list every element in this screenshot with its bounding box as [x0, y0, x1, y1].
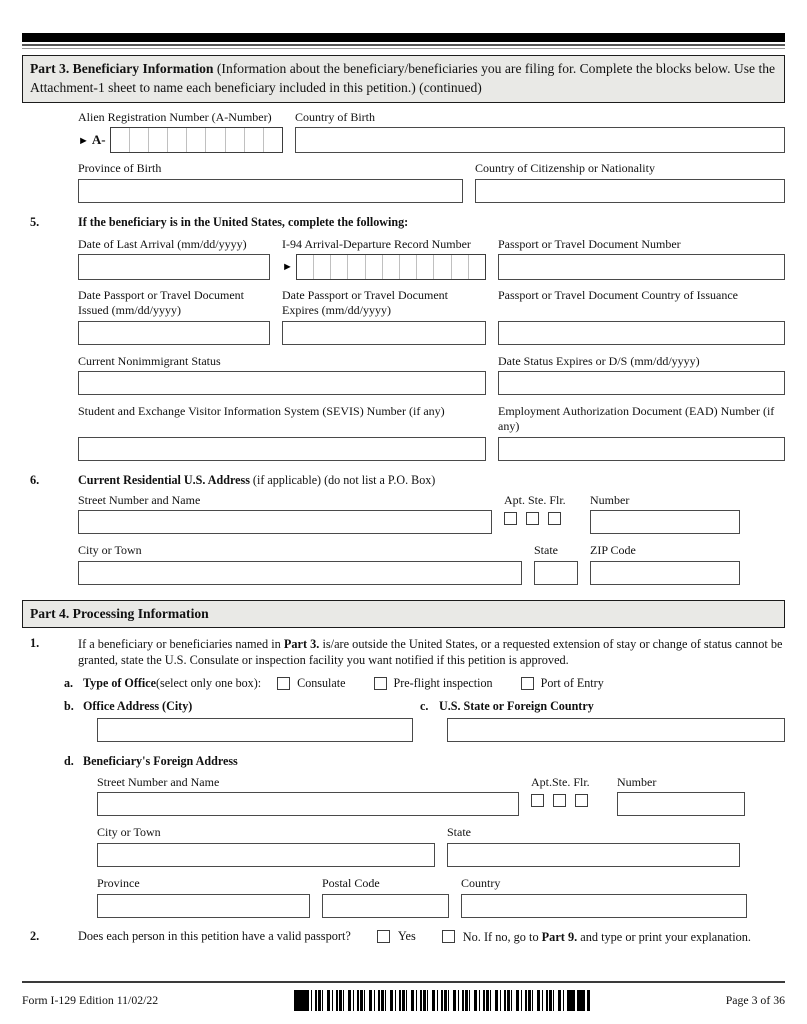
a-number-comb-input[interactable]: [110, 127, 283, 153]
part4-item-2: [22, 929, 785, 946]
part4-header: [22, 600, 785, 628]
item-5: [22, 215, 785, 461]
part3-header: [22, 55, 785, 103]
item-5-heading: If the beneficiary is in the United States, complete the following:: [78, 214, 409, 229]
province-of-birth-input[interactable]: [78, 179, 463, 203]
zip-label: ZIP Code: [590, 543, 636, 558]
part3-title: Part 3. Beneficiary Information: [30, 61, 214, 76]
province-label: Province: [97, 876, 140, 891]
status-expires-input[interactable]: [498, 371, 785, 395]
part4-item-1-text: If a beneficiary or beneficiaries named in Part 3. is/are outside the United States, or a requested extension of stay or change of status cannot be granted, state the U.S. Consulate or inspection facility you want notified if this petition is approved.: [78, 637, 783, 668]
i94-comb-input[interactable]: [296, 254, 486, 280]
part4-item-2-number: 2.: [30, 928, 40, 943]
type-of-office-label: Type of Office: [83, 675, 156, 690]
foreign-street-label: Street Number and Name: [97, 774, 220, 789]
us-state-foreign-country-input[interactable]: [447, 718, 785, 742]
us-state-foreign-country-label: U.S. State or Foreign Country: [439, 698, 594, 713]
item-6: [22, 473, 785, 585]
part4-title: Part 4. Processing Information: [30, 605, 209, 621]
postal-code-label: Postal Code: [322, 876, 380, 891]
sevis-input[interactable]: [78, 437, 486, 461]
us-state-foreign-country-group: [420, 699, 785, 742]
consulate-label: Consulate: [297, 675, 346, 690]
foreign-street-input[interactable]: [97, 792, 519, 816]
foreign-state-label: State: [447, 825, 471, 840]
unit-number-input[interactable]: [590, 510, 740, 534]
top-double-rule: [22, 44, 785, 49]
a-number-label: Alien Registration Number (A-Number): [78, 109, 272, 124]
city-input[interactable]: [78, 561, 522, 585]
form-edition-text: Form I-129 Edition 11/02/22: [22, 993, 159, 1007]
sevis-label: Student and Exchange Visitor Information System (SEVIS) Number (if any): [78, 404, 445, 419]
arrow-icon: ►: [282, 261, 293, 274]
province-input[interactable]: [97, 894, 310, 918]
foreign-unit-number-input[interactable]: [617, 792, 745, 816]
nonimmigrant-status-input[interactable]: [78, 371, 486, 395]
passport-issued-input[interactable]: [78, 321, 270, 345]
zip-input[interactable]: [590, 561, 740, 585]
page-number-text: Page 3 of 36: [725, 993, 785, 1007]
street-label: Street Number and Name: [78, 492, 201, 507]
arrow-icon: ►: [78, 135, 89, 148]
sub-item-a-letter: a.: [64, 675, 74, 690]
ead-label: Employment Authorization Document (EAD) Number (if any): [498, 404, 775, 433]
street-input[interactable]: [78, 510, 492, 534]
postal-code-input[interactable]: [322, 894, 449, 918]
page-footer: [22, 981, 785, 1011]
type-of-office-row: [64, 676, 785, 691]
passport-no-label: No. If no, go to Part 9. and type or print your explanation.: [462, 929, 752, 944]
passport-expires-label: Date Passport or Travel Document Expires (mm/dd/yyyy): [282, 288, 448, 318]
city-label: City or Town: [78, 543, 142, 558]
port-of-entry-checkbox[interactable]: [521, 677, 534, 690]
country-of-birth-input[interactable]: [295, 127, 785, 153]
foreign-flr-checkbox[interactable]: [575, 794, 588, 807]
top-thick-bar: [22, 33, 785, 42]
passport-country-input[interactable]: [498, 321, 785, 345]
state-input[interactable]: [534, 561, 578, 585]
part3-description: (Information about the beneficiary/beneficiaries you are filing for. Complete the blocks below. Use the Attachment-1 sheet to name each beneficiary included in this petition.) (continued): [30, 61, 776, 96]
preflight-inspection-checkbox[interactable]: [374, 677, 387, 690]
foreign-unit-number-label: Number: [617, 774, 657, 789]
nonimmigrant-status-label: Current Nonimmigrant Status: [78, 353, 221, 368]
passport-number-label: Passport or Travel Document Number: [498, 236, 681, 251]
sub-item-b-letter: b.: [64, 698, 74, 713]
sub-item-c-letter: c.: [420, 698, 429, 713]
passport-no-checkbox[interactable]: [442, 930, 455, 943]
citizenship-label: Country of Citizenship or Nationality: [475, 161, 655, 176]
citizenship-input[interactable]: [475, 179, 785, 203]
foreign-apt-ste-flr-label: Apt.Ste. Flr.: [531, 774, 590, 789]
foreign-apt-checkbox[interactable]: [531, 794, 544, 807]
consulate-checkbox[interactable]: [277, 677, 290, 690]
passport-yes-label: Yes: [397, 928, 416, 943]
unit-number-label: Number: [590, 492, 630, 507]
foreign-city-input[interactable]: [97, 843, 435, 867]
item-6-number: 6.: [30, 472, 40, 487]
item-6-heading-note: (if applicable) (do not list a P.O. Box): [249, 472, 436, 487]
apt-ste-flr-label: Apt. Ste. Flr.: [504, 492, 566, 507]
foreign-address-label: Beneficiary's Foreign Address: [83, 753, 238, 768]
country-of-birth-label: Country of Birth: [295, 109, 375, 124]
foreign-city-label: City or Town: [97, 825, 161, 840]
date-last-arrival-input[interactable]: [78, 254, 270, 280]
part4-item-1-number: 1.: [30, 636, 40, 651]
preflight-inspection-label: Pre-flight inspection: [393, 675, 493, 690]
foreign-ste-checkbox[interactable]: [553, 794, 566, 807]
ste-checkbox[interactable]: [526, 512, 539, 525]
ead-input[interactable]: [498, 437, 785, 461]
passport-yes-checkbox[interactable]: [377, 930, 390, 943]
state-label: State: [534, 543, 558, 558]
i94-label: I-94 Arrival-Departure Record Number: [282, 236, 471, 251]
status-expires-label: Date Status Expires or D/S (mm/dd/yyyy): [498, 353, 700, 368]
passport-question: Does each person in this petition have a valid passport?: [78, 928, 351, 943]
foreign-state-input[interactable]: [447, 843, 740, 867]
passport-number-input[interactable]: [498, 254, 785, 280]
country-label: Country: [461, 876, 501, 891]
date-last-arrival-label: Date of Last Arrival (mm/dd/yyyy): [78, 236, 247, 251]
a-number-prefix: ► A-: [78, 132, 106, 148]
passport-expires-input[interactable]: [282, 321, 486, 345]
province-of-birth-label: Province of Birth: [78, 161, 162, 176]
office-address-input[interactable]: [97, 718, 413, 742]
part4-item-1: [22, 636, 785, 918]
pdf417-barcode: [294, 990, 590, 1011]
apt-checkbox[interactable]: [504, 512, 517, 525]
item-6-heading: Current Residential U.S. Address: [78, 472, 250, 487]
flr-checkbox[interactable]: [548, 512, 561, 525]
sub-item-d-letter: d.: [64, 753, 74, 768]
passport-country-label: Passport or Travel Document Country of Issuance: [498, 288, 738, 303]
item-5-number: 5.: [30, 214, 40, 229]
top-rules: [0, 0, 807, 49]
country-input[interactable]: [461, 894, 747, 918]
port-of-entry-label: Port of Entry: [540, 675, 604, 690]
type-of-office-hint: (select only one box):: [156, 675, 262, 690]
office-address-group: [64, 699, 414, 742]
office-address-label: Office Address (City): [83, 698, 193, 713]
passport-issued-label: Date Passport or Travel Document Issued (mm/dd/yyyy): [78, 288, 244, 318]
